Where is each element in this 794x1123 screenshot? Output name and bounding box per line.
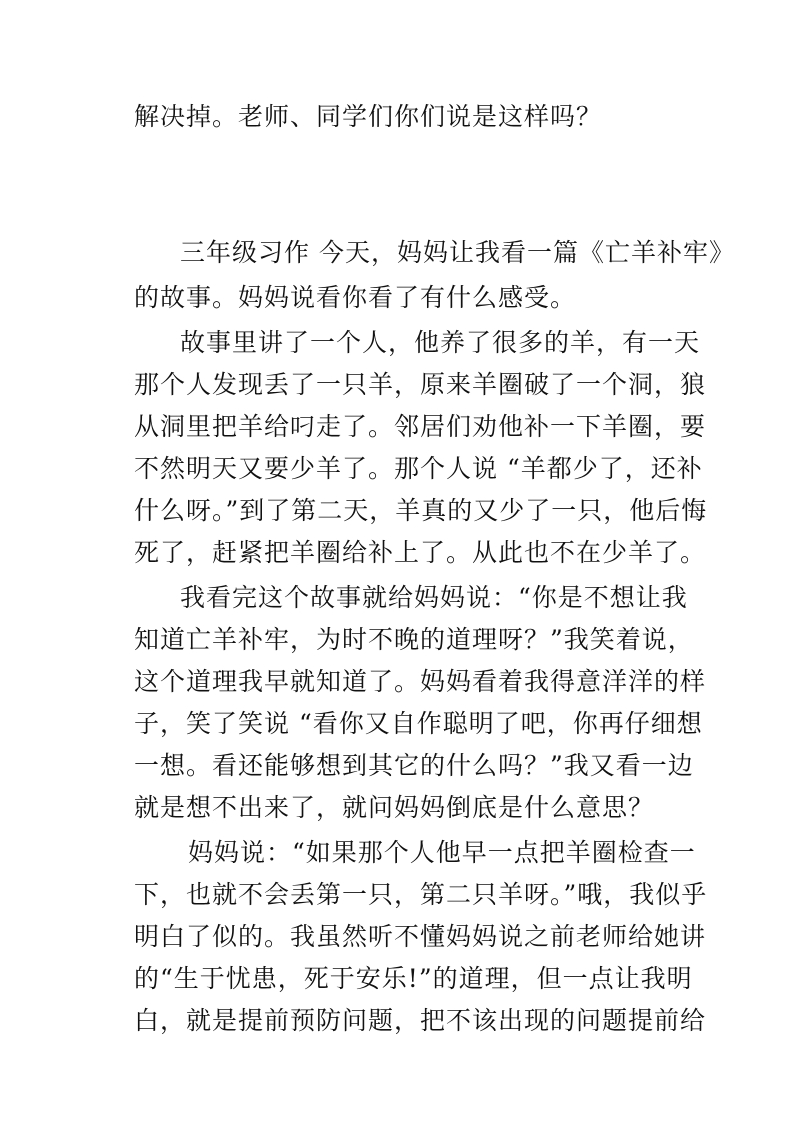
text-line: 知道亡羊补牢，为时不晚的道理呀？”我笑着说，: [134, 625, 694, 654]
text-line: 故事里讲了一个人，他养了很多的羊，有一天: [180, 328, 701, 357]
text-line: 死了，赶紧把羊圈给补上了。从此也不在少羊了。: [134, 538, 707, 567]
text-line: 什么呀。”到了第二天，羊真的又少了一只，他后悔: [134, 496, 708, 525]
text-line: 妈妈说：“如果那个人他早一点把羊圈检查一: [188, 838, 696, 867]
text-line: 白，就是提前预防问题，把不该出现的问题提前给: [134, 1006, 707, 1035]
text-line: 那个人发现丢了一只羊，原来羊圈破了一个洞，狼: [134, 370, 707, 399]
text-line: 从洞里把羊给叼走了。邻居们劝他补一下羊圈，要: [134, 412, 707, 441]
text-line: 三年级习作 今天，妈妈让我看一篇《亡羊补牢》: [180, 238, 735, 267]
text-line: 下，也就不会丢第一只，第二只羊呀。”哦，我似乎: [134, 880, 708, 909]
text-line: 的故事。妈妈说看你看了有什么感受。: [134, 283, 577, 312]
text-line: 子，笑了笑说 “看你又自作聪明了吧，你再仔细想: [134, 709, 703, 738]
text-line: 就是想不出来了，就问妈妈倒底是什么意思？: [134, 793, 655, 822]
text-line: 一想。看还能够想到其它的什么吗？”我又看一边: [134, 751, 694, 780]
text-line: 的“生于忧患，死于安乐!”的道理，但一点让我明: [134, 964, 693, 993]
text-line: 不然明天又要少羊了。那个人说 “羊都少了，还补: [134, 454, 703, 483]
text-line: 解决掉。老师、同学们你们说是这样吗？: [134, 102, 603, 131]
text-line: 我看完这个故事就给妈妈说：“你是不想让我: [180, 583, 688, 612]
text-line: 这个道理我早就知道了。妈妈看着我得意洋洋的样: [134, 667, 707, 696]
text-line: 明白了似的。我虽然听不懂妈妈说之前老师给她讲: [134, 922, 707, 951]
